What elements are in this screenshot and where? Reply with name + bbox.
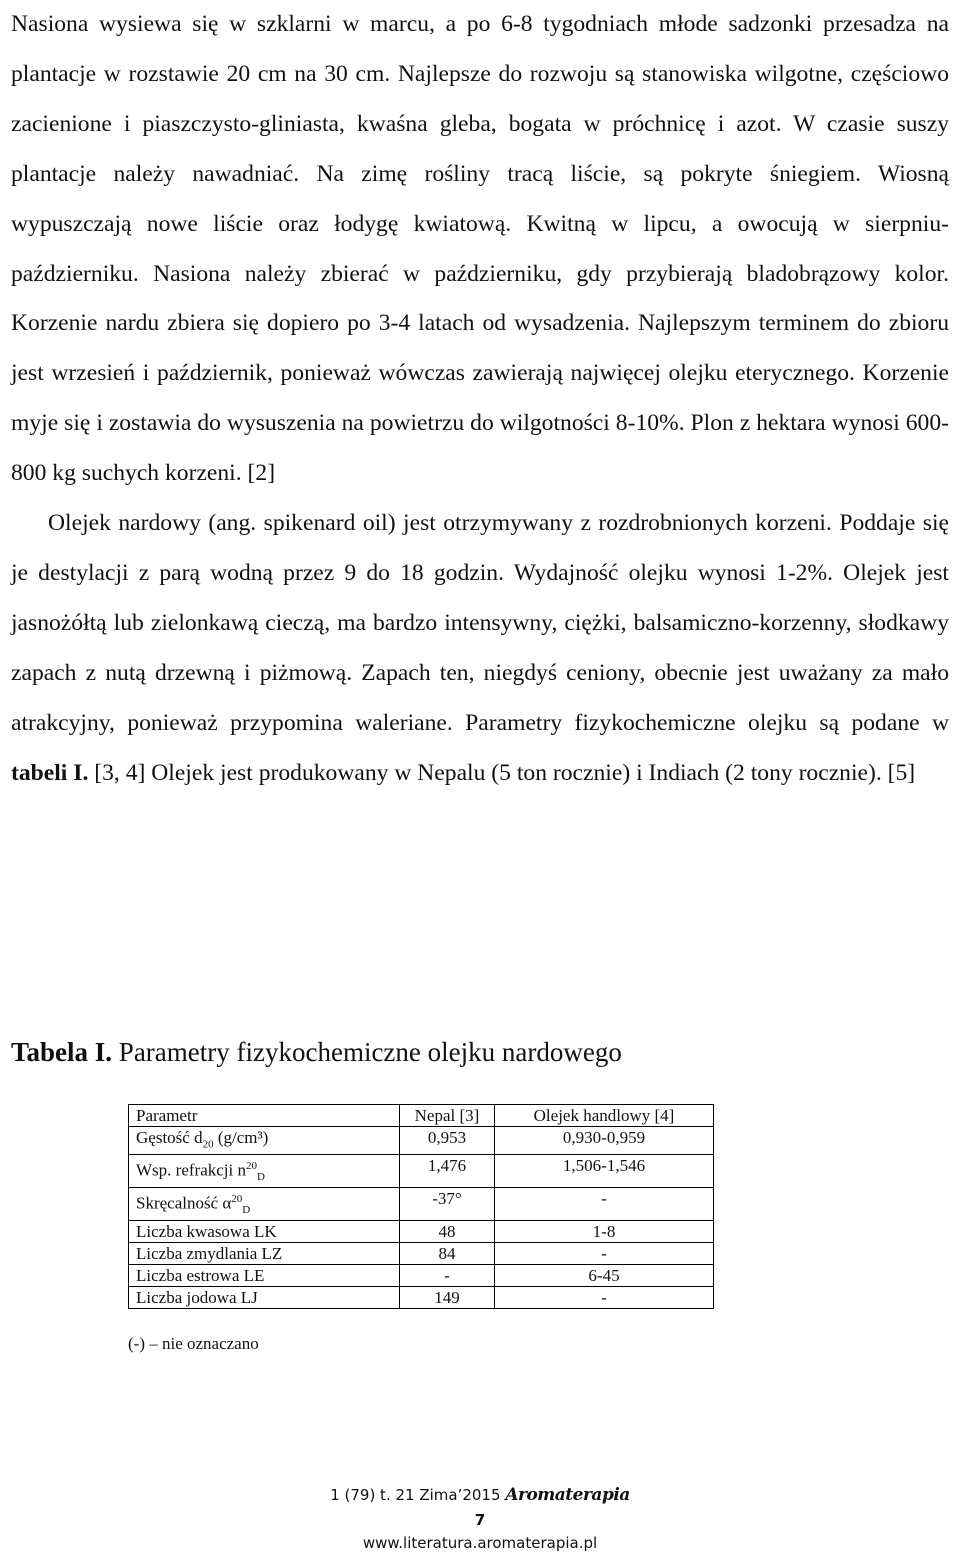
param-cell: Liczba kwasowa LK [129,1221,400,1243]
param-cell: Liczba estrowa LE [129,1265,400,1287]
page-number: 7 [474,1511,486,1529]
footer-issue: 1 (79) t. 21 Zima’2015 [330,1486,501,1504]
table-row [129,1221,714,1243]
footer-issue-line [0,1485,960,1505]
header-cell-handlowy: Olejek handlowy [4] [495,1105,714,1127]
header-cell-parametr: Parametr [129,1105,400,1127]
param-name: Gęstość d [136,1128,203,1147]
table-reference: tabeli I. [11,759,89,786]
brand-logo: Aromaterapia [505,1485,630,1505]
parameters-table [128,1104,714,1309]
nepal-cell: -37° [400,1188,495,1221]
nepal-cell: 48 [400,1221,495,1243]
table-row [129,1287,714,1309]
table-row [129,1127,714,1155]
nepal-cell: 149 [400,1287,495,1309]
table-row [129,1243,714,1265]
nepal-cell: 0,953 [400,1127,495,1155]
param-superscript: 20 [245,1160,257,1173]
param-cell [129,1188,400,1221]
article-body [11,0,949,799]
param-name: Wsp. refrakcji n [136,1161,246,1181]
table-row [129,1188,714,1221]
paragraph-2 [11,499,949,798]
nepal-cell: 1,476 [400,1155,495,1188]
handlowy-cell: - [495,1243,714,1265]
param-name: Skręcalność α [136,1194,232,1214]
param-superscript: 20 [231,1193,243,1206]
param-cell [129,1155,400,1188]
paragraph-2-text: Olejek nardowy (ang. spikenard oil) jest otrzymywany z rozdrobnionych korzeni. Poddaje się je destylacji z parą wodną przez 9 do 18 godzin. Wydajność olejku wynosi 1-2%. Olejek jest jasnożółtą lub zielonkawą cieczą, ma bardzo intensywny, ciężki, balsamiczno-korzenny, słodkawy zapach z nutą drzewną i piżmową. Zapach ten, niegdyś ceniony, obecnie jest uważany za mało atrakcyjny, ponieważ przypomina waleriane. Parametry fizykochemiczne olejku są podane w [11,510,949,736]
param-cell [129,1127,400,1155]
paragraph-1: Nasiona wysiewa się w szklarni w marcu, a po 6-8 tygodniach młode sadzonki przesadza na plantacje w rozstawie 20 cm na 30 cm. Najlepsze do rozwoju są stanowiska wilgotne, częściowo zacienione i piaszczysto-gliniasta, kwaśna gleba, bogata w próchnicę i azot. W czasie suszy plantacje należy nawadniać. Na zimę rośliny tracą liście, są pokryte śniegiem. Wiosną wypuszczają nowe liście oraz łodygę kwiatową. Kwitną w lipcu, a owocują w sierpniu-październiku. Nasiona należy zbierać w październiku, gdy przybierają bladobrązowy kolor. Korzenie nardu zbiera się dopiero po 3-4 latach od wysadzenia. Najlepszym terminem do zbioru jest wrzesień i październik, ponieważ wówczas zawierają najwięcej olejku eterycznego. Korzenie myje się i zostawia do wysuszenia na powietrzu do wilgotności 8-10%. Plon z hektara wynosi 600-800 kg suchych korzeni. [2] [11,11,949,487]
nepal-cell: - [400,1265,495,1287]
table-caption-text: Parametry fizykochemiczne olejku nardowego [112,1037,622,1067]
handlowy-cell: 0,930-0,959 [495,1127,714,1155]
handlowy-cell: 1,506-1,546 [495,1155,714,1188]
handlowy-cell: 1-8 [495,1221,714,1243]
paragraph-2-tail: [3, 4] Olejek jest produkowany w Nepalu (5 ton rocznie) i Indiach (2 tony rocznie). [5] [88,759,916,786]
param-cell: Liczba zmydlania LZ [129,1243,400,1265]
table-row [129,1265,714,1287]
param-subscript: D [256,1171,265,1184]
param-unit: (g/cm³) [213,1128,269,1147]
param-cell: Liczba jodowa LJ [129,1287,400,1309]
nepal-cell: 84 [400,1243,495,1265]
footer-url: www.literatura.aromaterapia.pl [362,1534,598,1552]
param-subscript: 20 [202,1138,214,1151]
table-header-row [129,1105,714,1127]
handlowy-cell: - [495,1188,714,1221]
header-cell-nepal: Nepal [3] [400,1105,495,1127]
table-caption [11,1037,622,1068]
table-caption-label: Tabela I. [11,1037,113,1067]
table-note: (-) – nie oznaczano [128,1334,259,1353]
handlowy-cell: - [495,1287,714,1309]
param-subscript: D [242,1204,251,1217]
table-row [129,1155,714,1188]
handlowy-cell: 6-45 [495,1265,714,1287]
